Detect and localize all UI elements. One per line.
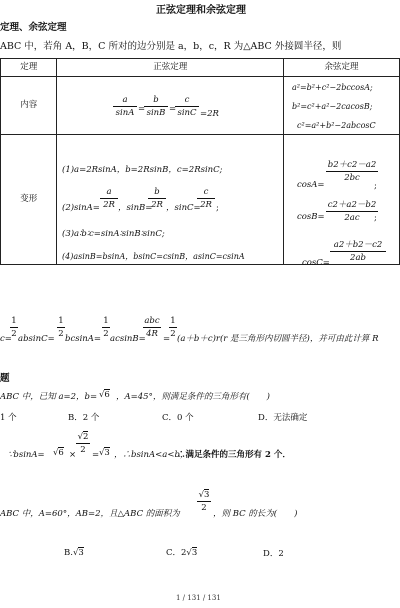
q1-solution-frac: √2 2 — [77, 432, 89, 455]
cos-b-fraction: c2＋a2－b2 2ac — [327, 200, 377, 223]
cos-c-fraction: a2＋b2－c2 2ab — [330, 240, 386, 263]
sine-fraction-a: a sinA — [113, 95, 137, 118]
table-header-cosine: 余弦定理 — [284, 59, 400, 77]
area-formula-p6: (a＋b＋c)r(r 是三角形内切圆半径)，并可由此计算 R — [177, 334, 379, 344]
sqrt-icon: √ — [77, 432, 83, 442]
sine-equals-2: = — [169, 104, 177, 114]
q1-sol-frac-radicand: 2 — [83, 432, 89, 442]
q1-solution-suffix-1: ，∴bsinA<a<b， — [114, 450, 189, 460]
q1-sol-radicand-2: 3 — [104, 448, 110, 458]
table-header-sine: 正弦定理 — [57, 59, 284, 77]
q1-solution-mid: = — [92, 450, 100, 460]
sqrt-icon: √ — [198, 490, 204, 500]
cos-a-label: cosA= — [297, 180, 325, 190]
q1-solution-prefix: ∵bsinA= — [8, 450, 45, 460]
sine-variant-2-frac-b: b 2R — [148, 187, 166, 210]
sine-law-variants-cell — [57, 135, 284, 265]
sine-variant-2-frac-c: c 2R — [197, 187, 215, 210]
practice-heading: 题 — [0, 373, 10, 384]
q1-solution-suffix-2: ∴满足条件的三角形有 2 个． — [177, 450, 291, 460]
q2-area-frac: √3 2 — [198, 490, 210, 513]
area-formula-p3: bcsinA= — [65, 334, 102, 344]
intro-text: ABC 中，若角 A，B，C 所对的边分别是 a，b，c，R 为△ABC 外接圆半径，则 — [0, 41, 342, 52]
sqrt-icon: √ — [186, 548, 192, 558]
sine-fraction-c: c sinC — [175, 95, 199, 118]
row-label-content: 内容 — [1, 77, 57, 135]
cos-a-end: ; — [374, 181, 377, 191]
sqrt-icon: √ — [53, 448, 59, 458]
cos-b-label: cosB= — [297, 212, 325, 222]
sine-fraction-b: b sinB — [144, 95, 168, 118]
cosine-law-line-b: b²=c²+a²−2cacosB; — [292, 102, 373, 111]
q1-option-a: 1 个 — [0, 413, 17, 423]
sqrt-icon: √ — [72, 548, 79, 558]
q1-solution-sqrt6 — [53, 448, 64, 459]
area-frac-2: 1 2 — [58, 316, 64, 339]
cos-c-label: cosC= — [302, 258, 330, 268]
cosine-law-line-c: c²=a²+b²−2abcosC — [297, 121, 376, 130]
area-frac-4: abc 4R — [144, 316, 160, 339]
q1-option-b: B．2 个 — [68, 413, 100, 423]
sqrt-icon: √ — [99, 390, 105, 400]
area-formula-p4: acsinB= — [110, 334, 146, 344]
sine-variant-2-mid1: ，sinB= — [118, 203, 153, 213]
q2-option-d: D．2 — [263, 549, 284, 559]
area-frac-5: 1 2 — [170, 316, 176, 339]
q2-option-c — [166, 548, 197, 559]
sine-variant-2-prefix: (2)sinA= — [62, 203, 100, 213]
page-title: 正弦定理和余弦定理 — [156, 5, 246, 16]
page-footer: 1 / 131 / 131 — [176, 594, 221, 602]
area-frac-3: 1 2 — [103, 316, 109, 339]
q2-option-b — [64, 548, 84, 559]
area-formula-p1: c= — [0, 334, 12, 344]
q2-stem-prefix: ABC 中，A=60°，AB=2，且△ABC 的面积为 — [0, 509, 180, 519]
q1-solution-sqrt3 — [99, 448, 110, 459]
q2-frac-radicand: 3 — [204, 490, 210, 500]
q2-option-c-prefix: C．2 — [166, 548, 187, 558]
sine-equals-1: = — [138, 104, 146, 114]
sine-variant-4: (4)asinB=bsinA，bsinC=csinB，asinC=csinA — [62, 252, 245, 261]
q1-option-c: C．0 个 — [162, 413, 194, 423]
sine-variant-2-end: ; — [216, 203, 219, 213]
q1-option-d: D．无法确定 — [258, 413, 308, 423]
table-header-theorem: 定理 — [1, 59, 57, 77]
q1-stem-radicand: 6 — [104, 390, 110, 400]
sine-variant-2-mid2: ，sinC= — [166, 203, 201, 213]
q2-option-c-radicand: 3 — [191, 548, 198, 558]
q1-sol-radicand: 6 — [58, 448, 64, 458]
q1-stem-suffix: ，A=45°，则满足条件的三角形有( ) — [116, 392, 270, 402]
q2-option-b-prefix: B. — [64, 548, 73, 558]
row-label-variants: 变形 — [1, 135, 57, 265]
cos-a-fraction: b2＋c2－a2 2bc — [327, 160, 377, 183]
q2-stem-suffix: ，则 BC 的长为( ) — [213, 509, 298, 519]
sine-variant-1: (1)a=2RsinA，b=2RsinB，c=2RsinC; — [62, 165, 223, 175]
area-formula-p2: absinC= — [18, 334, 55, 344]
area-formula-p5: = — [163, 334, 171, 344]
q1-solution-times: × — [69, 450, 77, 460]
cosine-law-line-a: a²=b²+c²−2bccosA; — [292, 83, 373, 92]
sine-equals-2r: =2R — [200, 109, 219, 119]
sqrt-icon: √ — [99, 448, 105, 458]
cos-b-end: ; — [374, 213, 377, 223]
sine-variant-2-frac-a: a 2R — [100, 187, 118, 210]
area-frac-1: 1 2 — [11, 316, 17, 339]
section-heading: 定理、余弦定理 — [0, 22, 67, 33]
q2-option-b-radicand: 3 — [78, 548, 84, 558]
q1-sqrt — [99, 390, 110, 401]
sine-variant-3: (3)a∶b∶c=sinA∶sinB∶sinC; — [62, 229, 165, 239]
q1-stem-prefix: ABC 中，已知 a=2，b= — [0, 392, 98, 402]
